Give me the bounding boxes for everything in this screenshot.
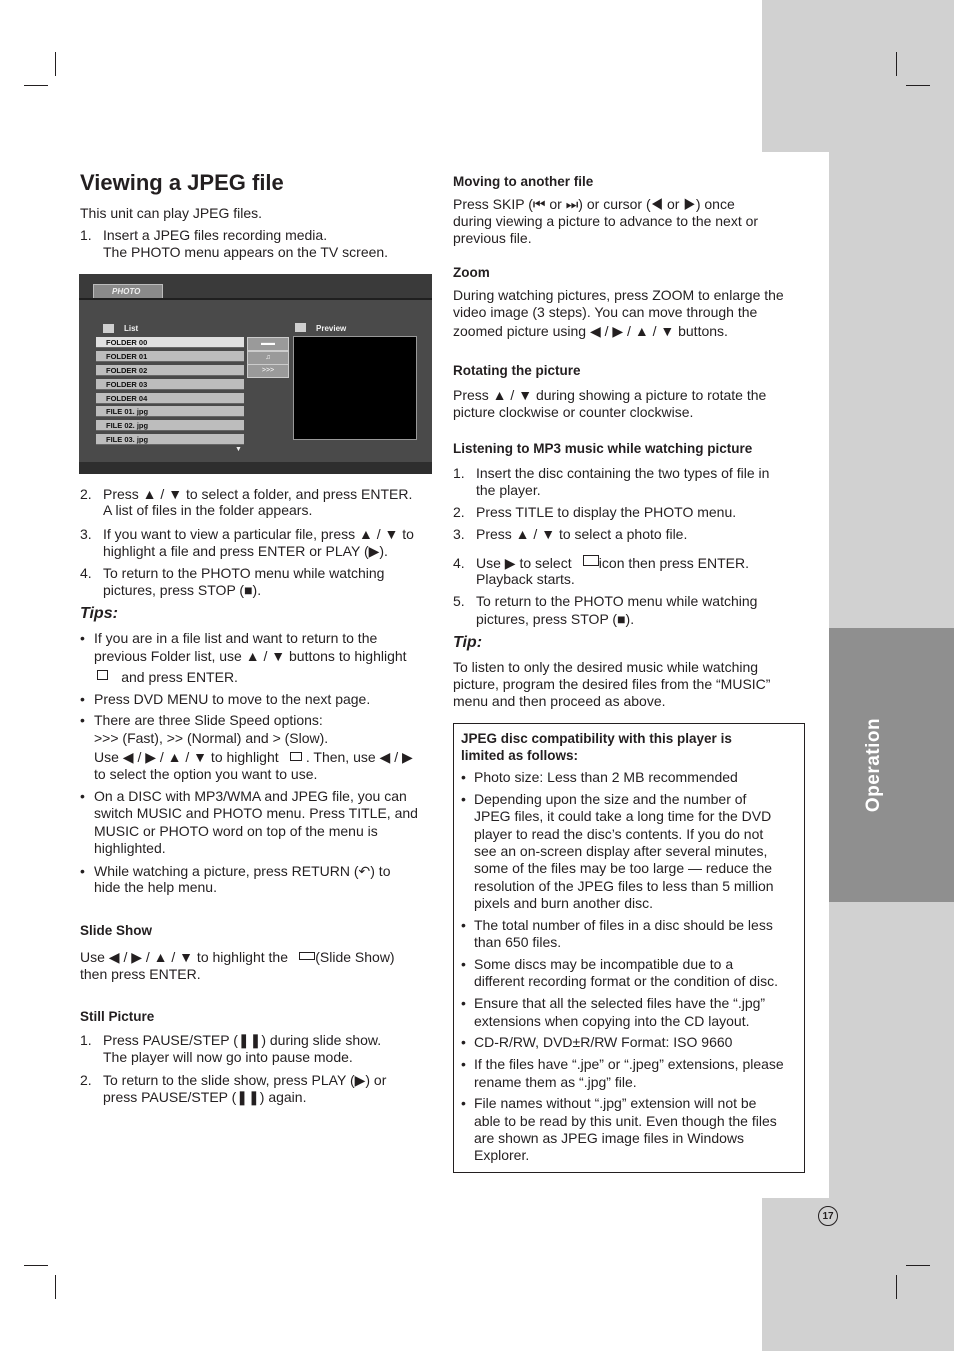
compat-text: some of the files may be too large — reduce the: [474, 860, 773, 876]
bullet: •: [461, 956, 466, 972]
bullet: •: [461, 791, 466, 807]
photo-menu-screenshot: [79, 274, 432, 474]
tip-text: While watching a picture, press RETURN (↶) to: [94, 863, 391, 879]
scroll-down-icon: ▼: [235, 446, 242, 453]
still-picture-heading: Still Picture: [80, 1009, 155, 1024]
tip-text: MUSIC or PHOTO word on top of the menu is: [94, 823, 378, 839]
step-text: Insert the disc containing the two types of file in: [476, 465, 770, 481]
compat-text: File names without “.jpg” extension will not be: [474, 1095, 757, 1111]
step-text: pictures, press STOP (■).: [103, 582, 262, 598]
menu-row: FILE 01. jpg: [96, 406, 244, 417]
speed-icon: [290, 752, 302, 761]
side-band-top: [762, 0, 954, 152]
tip-text: and press ENTER.: [94, 669, 238, 685]
step-text: press PAUSE/STEP (❚❚) again.: [103, 1089, 307, 1105]
step-text: the player.: [476, 482, 541, 498]
crop-mark: [896, 52, 897, 76]
folder-up-icon: [97, 670, 108, 680]
compat-text: Photo size: Less than 2 MB recommended: [474, 769, 738, 785]
compat-text: If the files have “.jpe” or “.jpeg” extensions, please: [474, 1056, 784, 1072]
music-photo-icon: ♫: [247, 351, 289, 365]
compat-text: extensions when copying into the CD layout.: [474, 1013, 750, 1029]
rotating-text: Press ▲ / ▼ during showing a picture to rotate the: [453, 387, 767, 403]
step-text: highlight a file and press ENTER or PLAY (▶).: [103, 543, 388, 559]
moving-text: during viewing a picture to advance to the next or: [453, 213, 759, 229]
zoom-text: During watching pictures, press ZOOM to enlarge the: [453, 287, 784, 303]
bullet: •: [80, 712, 85, 728]
compat-text: resolution of the JPEG files to less than 5 million: [474, 878, 774, 894]
step-number: 2.: [80, 1072, 92, 1088]
step-text: To return to the PHOTO menu while watching: [103, 565, 385, 581]
step-number: 3.: [80, 526, 92, 542]
compat-text: see an on-screen display after several minutes,: [474, 843, 768, 859]
menu-bottom-bar: [79, 462, 432, 474]
compat-text: Ensure that all the selected files have the “.jpg”: [474, 995, 766, 1011]
slide-show-icon: [299, 952, 315, 960]
compat-text: CD-R/RW, DVD±R/RW Format: ISO 9660: [474, 1034, 733, 1050]
step-text: To return to the slide show, press PLAY (▶) or: [103, 1072, 387, 1088]
compat-text: Some discs may be incompatible due to a: [474, 956, 734, 972]
slide-show-heading: Slide Show: [80, 923, 153, 938]
step-text: pictures, press STOP (■).: [476, 611, 635, 627]
crop-mark: [55, 1275, 56, 1299]
tip-text: previous Folder list, use ▲ / ▼ buttons to highlight: [94, 648, 407, 664]
tip-text: menu and then proceed as above.: [453, 693, 666, 709]
tips-heading: Tips:: [80, 605, 118, 622]
compat-heading: limited as follows:: [461, 748, 579, 763]
crop-mark: [55, 52, 56, 76]
compat-text: JPEG files, it could take a long time for the DVD: [474, 808, 772, 824]
tip-text: There are three Slide Speed options:: [94, 712, 323, 728]
tip-text: If you are in a file list and want to return to the: [94, 630, 378, 646]
section-tab: [829, 628, 954, 902]
crop-mark: [24, 1265, 48, 1266]
compat-text: Depending upon the size and the number of: [474, 791, 747, 807]
music-photo-icon: [583, 555, 599, 566]
crop-mark: [906, 1265, 930, 1266]
compat-text: pixels and burn another disc.: [474, 895, 653, 911]
compat-text: able to be read by this unit. Even though the files: [474, 1113, 777, 1129]
preview-window: [293, 336, 417, 440]
compat-text: player to read the disc’s contents. If you do not: [474, 826, 764, 842]
tip-text: On a DISC with MP3/WMA and JPEG file, you can: [94, 788, 407, 804]
step-text: The PHOTO menu appears on the TV screen.: [103, 244, 389, 260]
tip-text: highlighted.: [94, 840, 166, 856]
speed-button: >>>: [247, 364, 289, 378]
menu-row: FOLDER 00: [96, 337, 244, 348]
bullet: •: [80, 630, 85, 646]
slide-show-icon: ▬▬: [247, 337, 289, 351]
menu-row: FOLDER 01: [96, 351, 244, 362]
rotating-heading: Rotating the picture: [453, 363, 581, 378]
menu-row: FOLDER 02: [96, 365, 244, 376]
step-text: A list of files in the folder appears.: [103, 502, 313, 518]
tip-text: to select the option you want to use.: [94, 766, 318, 782]
menu-row: FILE 02. jpg: [96, 420, 244, 431]
compat-text: than 650 files.: [474, 934, 562, 950]
page-number: 17: [818, 1206, 838, 1226]
photo-tab: PHOTO: [93, 284, 163, 298]
step-number: 5.: [453, 593, 465, 609]
bullet: •: [461, 1095, 466, 1111]
crop-mark: [906, 85, 930, 86]
bullet: •: [461, 1056, 466, 1072]
side-band-bottom: [762, 1198, 954, 1351]
crop-mark: [896, 1275, 897, 1299]
crop-mark: [24, 85, 48, 86]
moving-heading: Moving to another file: [453, 174, 594, 189]
tip-text: picture, program the desired files from the “MUSIC”: [453, 676, 771, 692]
zoom-text: zoomed picture using ◀ / ▶ / ▲ / ▼ buttons.: [453, 323, 728, 339]
tip-text: Use ◀ / ▶ / ▲ / ▼ to highlight . Then, use ◀ / ▶: [94, 749, 413, 765]
step-text: Insert a JPEG files recording media.: [103, 227, 328, 243]
folder-icon: [103, 324, 114, 333]
bullet: •: [461, 769, 466, 785]
compat-text: The total number of files in a disc should be less: [474, 917, 773, 933]
step-text: Press PAUSE/STEP (❚❚) during slide show.: [103, 1032, 382, 1048]
menu-row: FOLDER 03: [96, 379, 244, 390]
preview-label: Preview: [316, 324, 347, 333]
zoom-text: video image (3 steps). You can move through the: [453, 304, 758, 320]
tip-text: Press DVD MENU to move to the next page.: [94, 691, 371, 707]
step-number: 4.: [453, 555, 465, 571]
step-text: Playback starts.: [476, 571, 575, 587]
compat-text: are shown as JPEG image files in Windows: [474, 1130, 744, 1146]
preview-icon: [295, 323, 306, 332]
step-number: 1.: [80, 227, 92, 243]
bullet: •: [461, 1034, 466, 1050]
menu-row: FILE 03. jpg: [96, 434, 244, 445]
compat-text: Explorer.: [474, 1147, 530, 1163]
step-text: Press ▲ / ▼ to select a photo file.: [476, 526, 688, 542]
compat-heading: JPEG disc compatibility with this player is: [461, 731, 732, 746]
bullet: •: [80, 788, 85, 804]
slide-show-text: Use ◀ / ▶ / ▲ / ▼ to highlight the (Slide Show): [80, 949, 395, 965]
compat-text: rename them as “.jpg” file.: [474, 1074, 637, 1090]
step-text: Use ▶ to select icon then press ENTER.: [476, 555, 749, 571]
step-number: 3.: [453, 526, 465, 542]
step-text: The player will now go into pause mode.: [103, 1049, 353, 1065]
step-number: 4.: [80, 565, 92, 581]
slide-show-text: then press ENTER.: [80, 966, 201, 982]
bullet: •: [80, 691, 85, 707]
list-label: List: [124, 324, 139, 333]
step-text: Press ▲ / ▼ to select a folder, and press ENTER.: [103, 486, 413, 502]
intro-text: This unit can play JPEG files.: [80, 205, 263, 221]
compat-text: different recording format or the condition of disc.: [474, 973, 779, 989]
bullet: •: [461, 995, 466, 1011]
rotating-text: picture clockwise or counter clockwise.: [453, 404, 694, 420]
moving-text: previous file.: [453, 230, 532, 246]
tip-heading: Tip:: [453, 634, 483, 651]
step-text: If you want to view a particular file, press ▲ / ▼ to: [103, 526, 414, 542]
step-text: To return to the PHOTO menu while watching: [476, 593, 758, 609]
step-number: 2.: [80, 486, 92, 502]
listening-heading: Listening to MP3 music while watching picture: [453, 441, 753, 456]
zoom-heading: Zoom: [453, 265, 490, 280]
tip-text: >>> (Fast), >> (Normal) and > (Slow).: [94, 730, 329, 746]
moving-text: Press SKIP (⏮ or ⏭) or cursor (◀ or ▶) once: [453, 196, 735, 212]
tip-text: switch MUSIC and PHOTO menu. Press TITLE, and: [94, 805, 418, 821]
tip-text: hide the help menu.: [94, 879, 217, 895]
step-number: 1.: [80, 1032, 92, 1048]
tip-text: To listen to only the desired music while watching: [453, 659, 759, 675]
step-number: 2.: [453, 504, 465, 520]
page-title: Viewing a JPEG file: [80, 170, 284, 195]
bullet: •: [461, 917, 466, 933]
step-number: 1.: [453, 465, 465, 481]
bullet: •: [80, 863, 85, 879]
menu-row: FOLDER 04: [96, 393, 244, 404]
step-text: Press TITLE to display the PHOTO menu.: [476, 504, 737, 520]
